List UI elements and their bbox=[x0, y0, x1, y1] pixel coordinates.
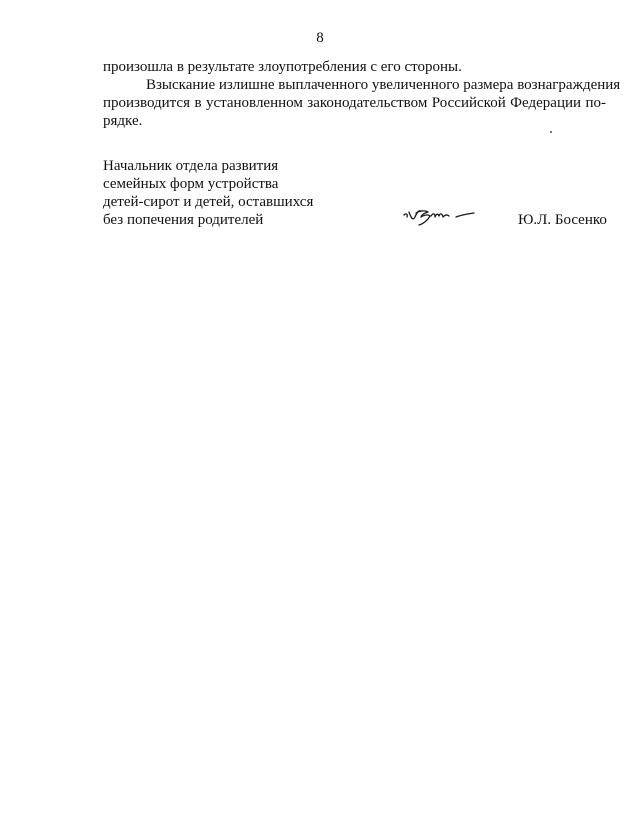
signatory-title-line-2: семейных форм устройства bbox=[103, 176, 279, 192]
signer-name: Ю.Л. Босенко bbox=[518, 212, 607, 228]
body-line-2: Взыскание излишне выплаченного увеличенного размера вознаграждения bbox=[146, 77, 621, 93]
body-line-1: произошла в результате злоупотребления с его стороны. bbox=[103, 59, 462, 75]
handwritten-signature bbox=[401, 201, 481, 235]
body-paragraph bbox=[103, 58, 621, 130]
signatory-title bbox=[103, 157, 343, 229]
signatory-title-line-1: Начальник отдела развития bbox=[103, 158, 279, 174]
page-number: 8 bbox=[316, 30, 324, 46]
signatory-title-line-3: детей-сирот и детей, оставшихся bbox=[103, 194, 314, 210]
body-line-3: производится в установленном законодательством Российской Федерации по- bbox=[103, 95, 606, 111]
body-line-4: рядке. bbox=[103, 113, 143, 129]
signatory-title-line-4: без попечения родителей bbox=[103, 212, 264, 228]
scan-speck bbox=[550, 131, 552, 133]
